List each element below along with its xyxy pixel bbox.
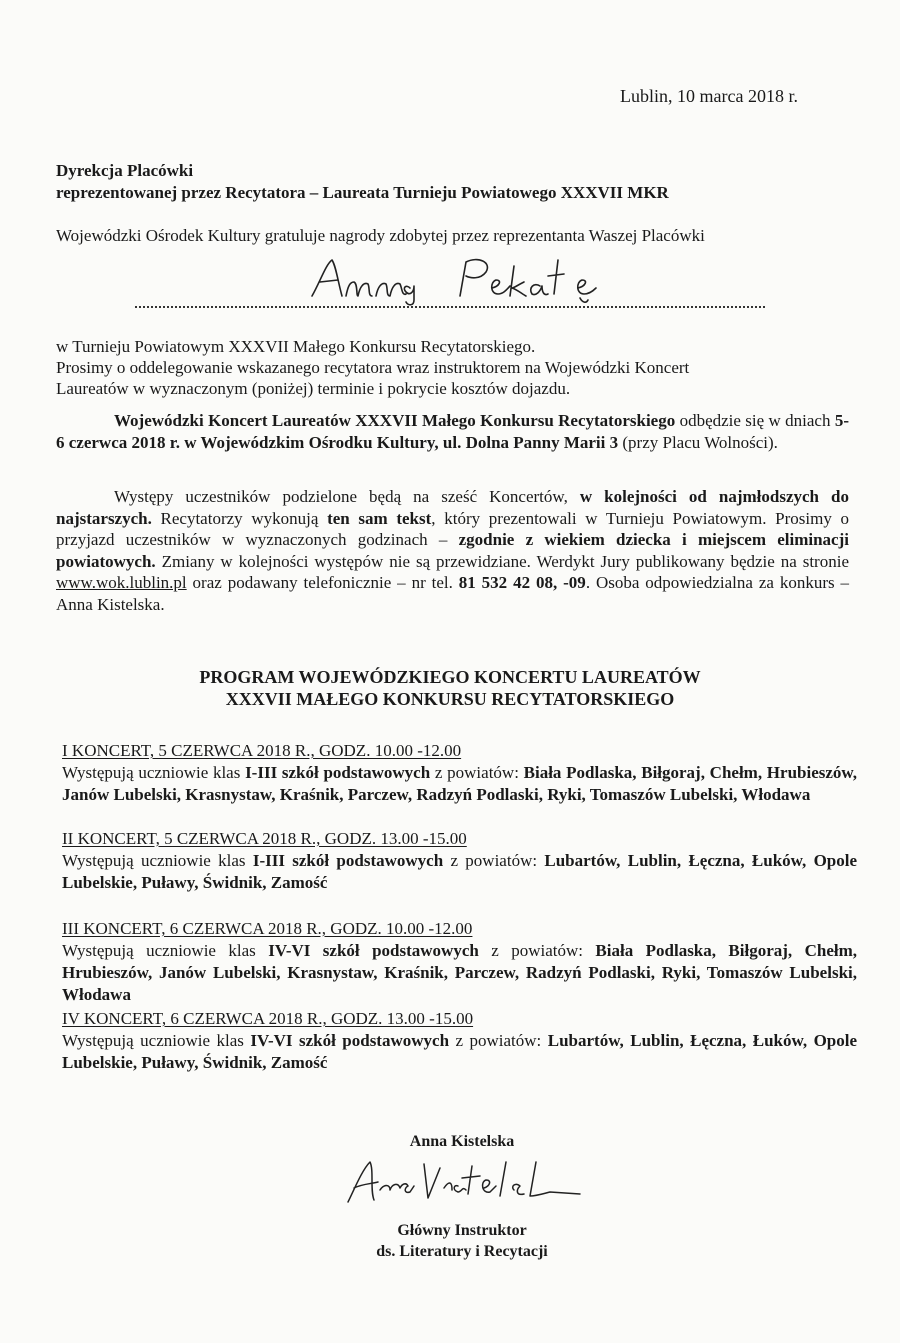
handwritten-signature	[340, 1150, 590, 1210]
concert-heading: I KONCERT, 5 CZERWCA 2018 R., GODZ. 10.00 -12.00	[62, 741, 462, 760]
concert-block	[62, 918, 857, 1006]
website-link[interactable]: www.wok.lublin.pl	[56, 573, 187, 592]
laureate-name-field	[135, 252, 765, 312]
signatory-role	[12, 1220, 900, 1262]
addressee-block	[56, 160, 669, 204]
intro-line-2: Prosimy o oddelegowanie wskazanego recytatora wraz instruktorem na Wojewódzki Koncert	[56, 358, 690, 377]
concert-dates-venue: 5-6 czerwca 2018 r. w Wojewódzkim Ośrodku Kultury, ul. Dolna Panny Marii 3	[56, 411, 849, 452]
signatory-role-line-1: Główny Instruktor	[397, 1222, 527, 1239]
intro-line-3: Laureatów w wyznaczonym (poniżej) terminie i pokrycie kosztów dojazdu.	[56, 379, 571, 398]
concert-heading: III KONCERT, 6 CZERWCA 2018 R., GODZ. 10.00 -12.00	[62, 919, 473, 938]
handwritten-laureate-name	[310, 252, 610, 308]
concert-block	[62, 828, 857, 894]
concert-block	[62, 740, 857, 806]
phone-number: 81 532 42 08, -09	[458, 573, 586, 592]
signatory-name: Anna Kistelska	[409, 1133, 515, 1150]
concert-heading: II KONCERT, 5 CZERWCA 2018 R., GODZ. 13.00 -15.00	[62, 829, 467, 848]
concert-heading: IV KONCERT, 6 CZERWCA 2018 R., GODZ. 13.00 -15.00	[62, 1009, 474, 1028]
concert-details: Występują uczniowie klas I-III szkół podstawowych z powiatów: Biała Podlaska, Biłgoraj, Chełm, Hrubieszów, Janów Lubelski, Krasnystaw, Kraśnik, Parczew, Radzyń Podlaski, Ryki, Tomaszów Lubelski, Włodawa	[62, 763, 857, 804]
program-title	[0, 666, 900, 710]
program-title-line-2: XXXVII MAŁEGO KONKURSU RECYTATORSKIEGO	[225, 689, 675, 709]
intro-text	[56, 336, 856, 399]
concert-details: Występują uczniowie klas IV-VI szkół podstawowych z powiatów: Biała Podlaska, Biłgoraj, Chełm, Hrubieszów, Janów Lubelski, Krasnystaw, Kraśnik, Parczew, Radzyń Podlaski, Ryki, Tomaszów Lubelski, Włodawa	[62, 941, 858, 1004]
intro-line-1: w Turnieju Powiatowym XXXVII Małego Konkursu Recytatorskiego.	[56, 337, 536, 356]
concert-info-paragraph: Wojewódzki Koncert Laureatów XXXVII Małego Konkursu Recytatorskiego odbędzie się w dniach 5-6 czerwca 2018 r. w Wojewódzkim Ośrodku Kultury, ul. Dolna Panny Marii 3 (przy Placu Wolności).	[56, 411, 849, 452]
addressee-line-2: reprezentowanej przez Recytatora – Laureata Turnieju Powiatowego XXXVII MKR	[56, 183, 669, 202]
rules-paragraph: Występy uczestników podzielone będą na sześć Koncertów, w kolejności od najmłodszych do najstarszych. Recytatorzy wykonują ten sam tekst, który prezentowali w Turnieju Powiatowym. Prosimy o przyjazd uczestników w wyznaczonych godzinach – zgodnie z wiekiem dziecka i miejscem eliminacji powiatowych. Zmiany w kolejności występów nie są przewidziane. Werdykt Jury publikowany będzie na stronie www.wok.lublin.pl oraz podawany telefonicznie – nr tel. 81 532 42 08, -09. Osoba odpowiedzialna za konkurs – Anna Kistelska.	[56, 487, 850, 614]
signatory-role-line-2: ds. Literatury i Recytacji	[376, 1243, 548, 1260]
program-title-line-1: PROGRAM WOJEWÓDZKIEGO KONCERTU LAUREATÓW	[199, 667, 701, 687]
concert-details: Występują uczniowie klas IV-VI szkół podstawowych z powiatów: Lubartów, Lublin, Łęczna, Łuków, Opole Lubelskie, Puławy, Świdnik, Zamość	[62, 1031, 858, 1072]
concert-block	[62, 1008, 857, 1074]
concert-name: Wojewódzki Koncert Laureatów XXXVII Małego Konkursu Recytatorskiego	[114, 411, 676, 430]
letter-date: Lublin, 10 marca 2018 r.	[620, 86, 798, 106]
addressee-line-1: Dyrekcja Placówki	[56, 161, 194, 180]
concert-details: Występują uczniowie klas I-III szkół podstawowych z powiatów: Lubartów, Lublin, Łęczna, Łuków, Opole Lubelskie, Puławy, Świdnik, Zamość	[62, 851, 858, 892]
congratulations-text: Wojewódzki Ośrodek Kultury gratuluje nagrody zdobytej przez reprezentanta Waszej Placówki	[56, 226, 705, 245]
